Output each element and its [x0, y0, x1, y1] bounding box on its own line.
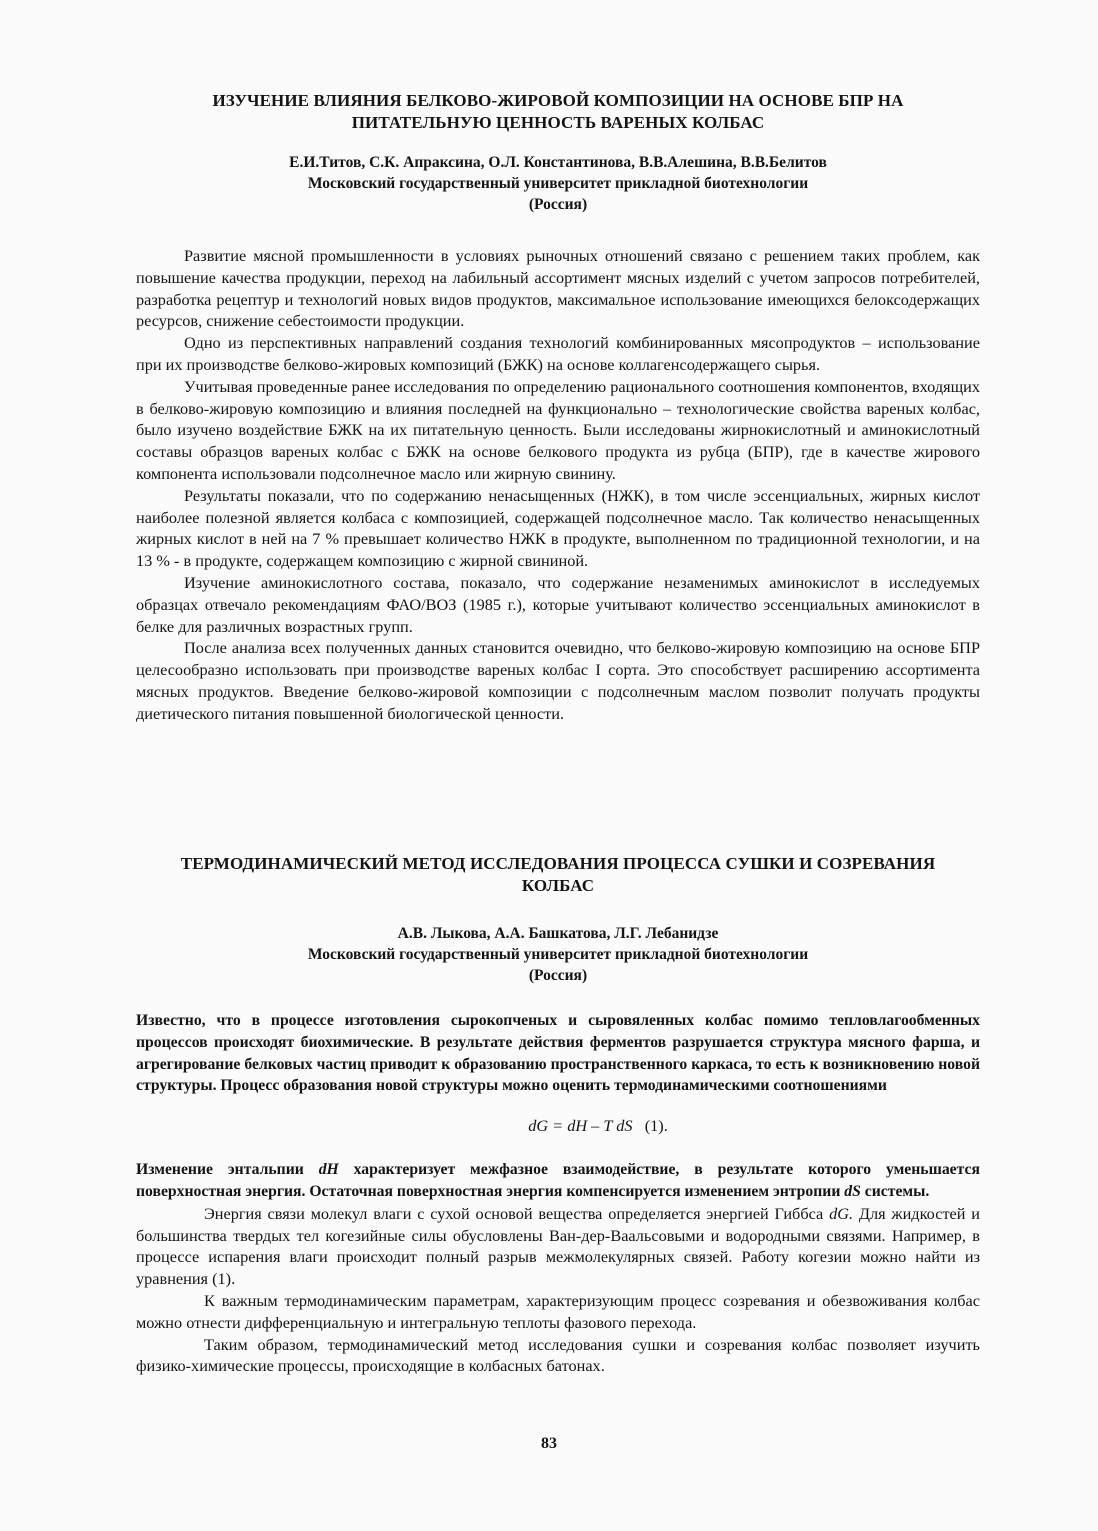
article-2-body: [136, 1010, 980, 1377]
article-2-paragraph: Таким образом, термодинамический метод исследования сушки и созревания колбас позволяет изучить физико-химические процессы, происходящие в колбасных батонах.: [136, 1334, 980, 1376]
equation-1-number: (1).: [644, 1116, 668, 1136]
article-1-country: (Россия): [528, 196, 588, 213]
article-1-body: [136, 245, 980, 725]
article-1-paragraph: После анализа всех полученных данных становится очевидно, что белково-жировую композицию на основе БПР целесообразно использовать при производстве вареных колбас I сорта. Это способствует расширению ассортимента мясных продуктов. Введение белково-жировой композиции с подсолнечным маслом позволит получать продукты диетического питания повышенной биологической ценности.: [136, 638, 980, 723]
article-1-title-line-1: ИЗУЧЕНИЕ ВЛИЯНИЯ БЕЛКОВО-ЖИРОВОЙ КОМПОЗИЦИИ НА ОСНОВЕ БПР НА: [212, 91, 904, 110]
article-1-title-line-2: ПИТАТЕЛЬНУЮ ЦЕННОСТЬ ВАРЕНЫХ КОЛБАС: [351, 113, 765, 132]
variable-ds: dS: [844, 1182, 861, 1200]
equation-1: [216, 1115, 980, 1137]
article-2-paragraph: К важным термодинамическим параметрам, характеризующим процесс созревания и обезвоживания колбас можно отнести дифференциальную и интегральную теплоты фазового перехода.: [136, 1290, 980, 1332]
article-2-country: (Россия): [528, 967, 588, 984]
article-1-byline: [136, 152, 980, 215]
equation-1-expression: dG = dH – T dS: [528, 1116, 633, 1136]
article-2-byline: [136, 923, 980, 986]
article-1-authors: Е.И.Титов, С.К. Апраксина, О.Л. Константинова, В.В.Алешина, В.В.Белитов: [289, 154, 827, 171]
variable-dh: dH: [318, 1161, 339, 1179]
article-1-paragraph: Изучение аминокислотного состава, показало, что содержание незаменимых аминокислот в исследуемых образцах отвечало рекомендациям ФАО/ВОЗ (1985 г.), которые учитывают количество эссенциальных аминокислот в белке для различных возрастных групп.: [136, 572, 980, 636]
article-1: [136, 90, 980, 725]
text-run: Изменение энтальпии: [136, 1161, 319, 1179]
text-run: системы.: [860, 1182, 930, 1200]
article-1-paragraph: Одно из перспективных направлений создания технологий комбинированных мясопродуктов – использование при их производстве белково-жировых композиций (БЖК) на основе коллагенсодержащего сырья.: [136, 333, 980, 374]
article-2-organization: Московский государственный университет прикладной биотехнологии: [307, 946, 809, 963]
article-2-paragraph: [136, 1203, 980, 1290]
text-run: характеризует межфазное взаимодействие, в результате которого уменьшается поверхностная энергия. Остаточная поверхностная энергия компенсируется изменением энтропии: [136, 1161, 980, 1200]
variable-dg: dG.: [829, 1203, 854, 1223]
article-2-title-line-1: ТЕРМОДИНАМИЧЕСКИЙ МЕТОД ИССЛЕДОВАНИЯ ПРОЦЕССА СУШКИ И СОЗРЕВАНИЯ: [180, 854, 936, 873]
article-2-authors: А.В. Лыкова, А.А. Башкатова, Л.Г. Лебанидзе: [397, 925, 719, 942]
text-run: Для жидкостей и большинства твердых тел когезийные силы обусловлены Ван-дер-Ваальсовыми и водородными связями. Например, в процессе испарения влаги происходит полный разрыв межмолекулярных связей. Работу когезии можно найти из уравнения (1).: [136, 1203, 980, 1289]
article-2-title-line-2: КОЛБАС: [521, 876, 595, 895]
article-1-paragraph: Развитие мясной промышленности в условиях рыночных отношений связано с решением таких проблем, как повышение качества продукции, переход на лабильный ассортимент мясных изделий с учетом запросов потребителей, разработка рецептур и технологий новых видов продуктов, максимальное использование имеющихся белоксодержащих ресурсов, снижение себестоимости продукции.: [136, 246, 980, 331]
text-run: Энергия связи молекул влаги с сухой основой вещества определяется энергией Гиббса: [204, 1203, 830, 1223]
article-2: [136, 853, 980, 1377]
article-1-organization: Московский государственный университет прикладной биотехнологии: [307, 175, 809, 192]
article-2-paragraph: Известно, что в процессе изготовления сырокопченых и сыровяленных колбас помимо тепловлагообменных процессов происходят биохимические. В результате действия ферментов разрушается структура мясного фарша, и агрегирование белковых частиц приводит к образованию пространственного каркаса, то есть к возникновению новой структуры. Процесс образования новой структуры можно оценить термодинамическими соотношениями: [136, 1012, 980, 1095]
article-1-paragraph: Учитывая проведенные ранее исследования по определению рационального соотношения компонентов, входящих в белково-жировую композицию и влияния последней на функционально – технологические свойства вареных колбас, было изучено воздействие БЖК на их питательную ценность. Были исследованы жирнокислотный и аминокислотный составы образцов вареных колбас с БЖК на основе белкового продукта из рубца (БПР), где в качестве жирового компонента использовали подсолнечное масло или жирную свинину.: [136, 376, 980, 483]
article-1-paragraph: Результаты показали, что по содержанию ненасыщенных (НЖК), в том числе эссенциальных, жирных кислот наиболее полезной является колбаса с композицией, содержащей подсолнечное масло. Так количество ненасыщенных жирных кислот в ней на 7 % превышает количество НЖК в продукте, выполненном по традиционной технологии, и на 13 % - в продукте, содержащем композицию с жирной свининой.: [136, 485, 980, 571]
page-number: 83: [541, 1435, 557, 1452]
article-2-paragraph: [136, 1159, 980, 1203]
